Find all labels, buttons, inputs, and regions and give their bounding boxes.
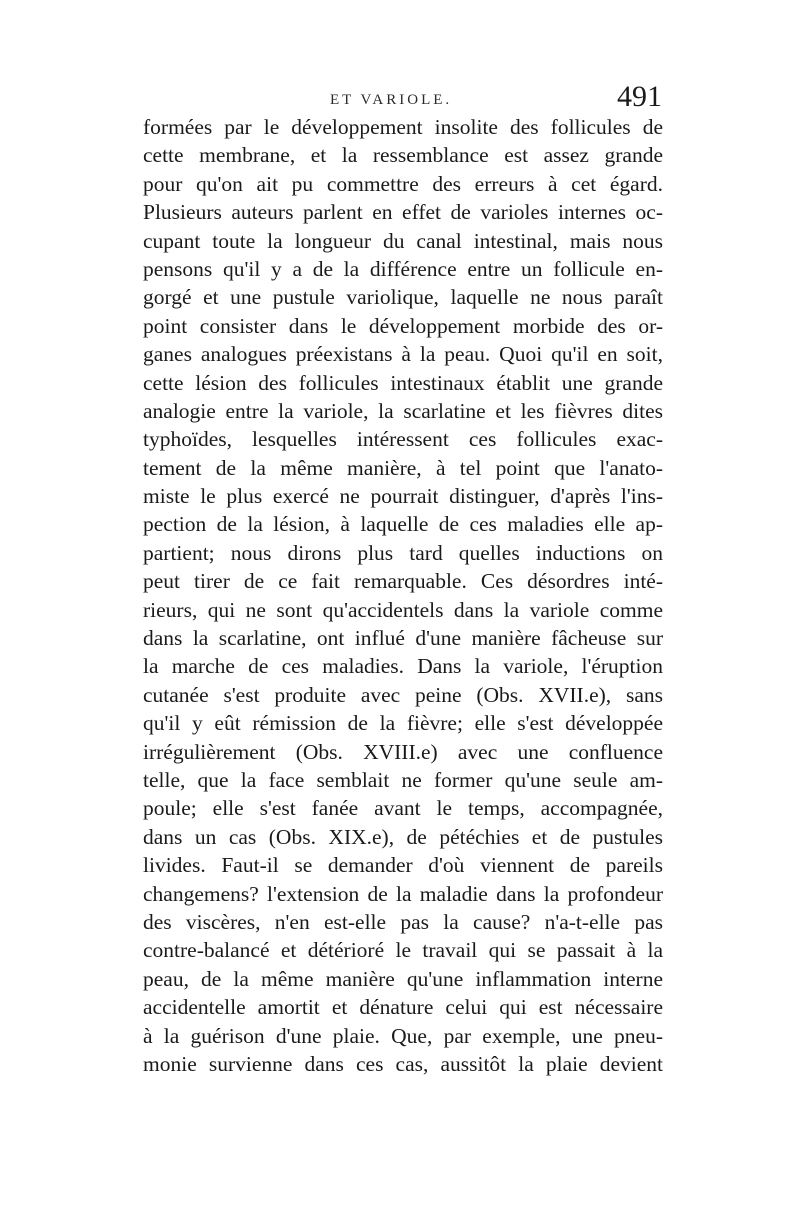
text-line: dans un cas (Obs. XIX.e), de pétéchies et de pustules [143,824,663,849]
text-line: partient; nous dirons plus tard quelles inductions on [143,540,663,565]
text-line: typhoïdes, lesquelles intéressent ces follicules exac- [143,427,663,452]
text-line: accidentelle amortit et dénature celui qui est nécessaire [143,995,663,1020]
text-line: point consister dans le développement morbide des or- [143,313,663,338]
text-line: irrégulièrement (Obs. XVIII.e) avec une confluence [143,739,663,764]
text-line: pensons qu'il y a de la différence entre un follicule en- [143,256,663,281]
text-line: Plusieurs auteurs parlent en effet de varioles internes oc- [143,200,663,225]
text-line: pour qu'on ait pu commettre des erreurs à cet égard. [143,171,663,196]
text-line: peut tirer de ce fait remarquable. Ces désordres inté- [143,569,663,594]
text-line: cette lésion des follicules intestinaux établit une grande [143,370,663,395]
text-line: cupant toute la longueur du canal intestinal, mais nous [143,228,663,253]
running-head: ET VARIOLE. [330,92,453,108]
text-line: formées par le développement insolite des follicules de [143,115,663,139]
text-line: miste le plus exercé ne pourrait distinguer, d'après l'ins- [143,484,663,509]
text-line: peau, de la même manière qu'une inflammation interne [143,966,663,991]
text-line: telle, que la face semblait ne former qu'une seule am- [143,767,663,792]
text-line: qu'il y eût rémission de la fièvre; elle s'est développée [143,711,663,736]
text-line: contre-balancé et détérioré le travail qui se passait à la [143,938,663,963]
text-line: cutanée s'est produite avec peine (Obs. XVII.e), sans [143,682,663,707]
text-line: rieurs, qui ne sont qu'accidentels dans la variole comme [143,597,663,622]
text-line: à la guérison d'une plaie. Que, par exemple, une pneu- [143,1023,663,1048]
text-line: livides. Faut-il se demander d'où viennent de pareils [143,853,663,878]
text-line: poule; elle s'est fanée avant le temps, accompagnée, [143,796,663,821]
page-number: 491 [617,80,662,113]
text-line: dans la scarlatine, ont influé d'une manière fâcheuse sur [143,626,663,651]
text-line: monie survienne dans ces cas, aussitôt la plaie devient [143,1051,663,1076]
text-line: des viscères, n'en est-elle pas la cause? n'a-t-elle pas [143,909,663,934]
text-line: analogie entre la variole, la scarlatine et les fièvres dites [143,398,663,423]
text-line: pection de la lésion, à laquelle de ces maladies elle ap- [143,512,663,537]
text-line: ganes analogues préexistans à la peau. Quoi qu'il en soit, [143,342,663,367]
text-line: gorgé et une pustule variolique, laquelle ne nous paraît [143,285,663,310]
text-line: tement de la même manière, à tel point que l'anato- [143,455,663,480]
body-text [143,113,663,1078]
text-line: la marche de ces maladies. Dans la variole, l'éruption [143,654,663,679]
text-line: changemens? l'extension de la maladie dans la profondeur [143,881,663,906]
text-line: cette membrane, et la ressemblance est assez grande [143,143,663,168]
